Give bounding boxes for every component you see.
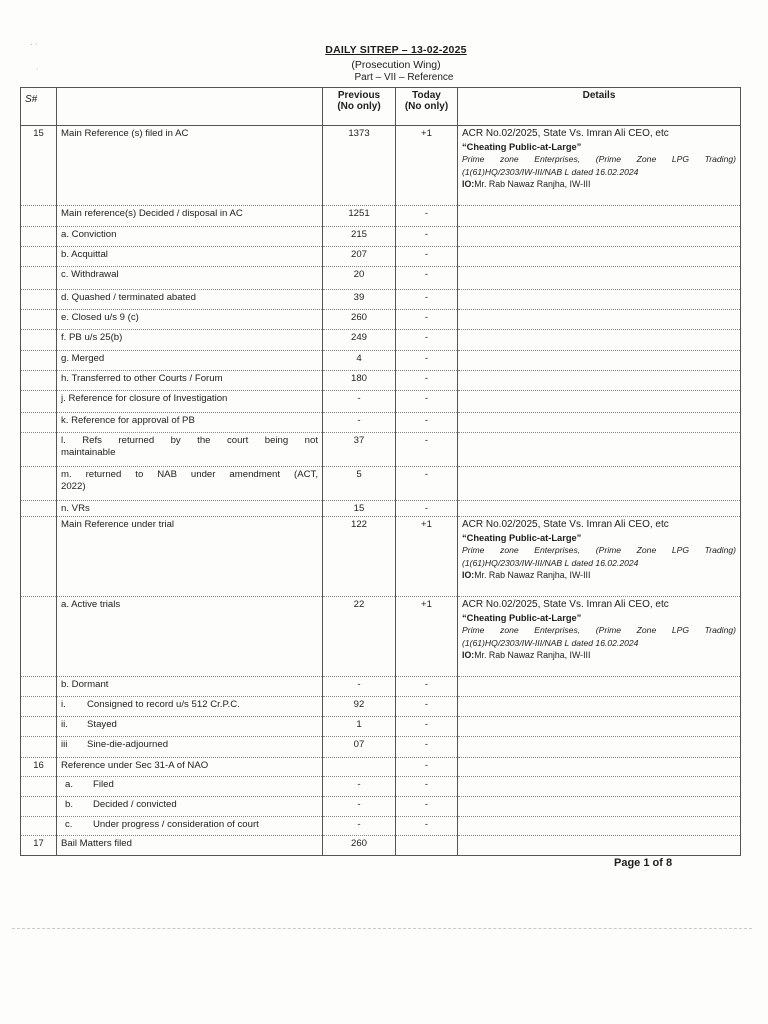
row-label: m. returned to NAB under amendment (ACT, 2022): [57, 467, 323, 501]
today-value: -: [396, 290, 458, 310]
today-value: -: [396, 817, 458, 836]
table-row: [21, 737, 741, 758]
previous-value: -: [323, 413, 396, 433]
row-label: f. PB u/s 25(b): [57, 330, 323, 351]
table-row: [21, 501, 741, 517]
today-value: -: [396, 413, 458, 433]
previous-value: 5: [323, 467, 396, 501]
table-row: [21, 290, 741, 310]
row-label: b. Dormant: [57, 677, 323, 697]
row-label: i. Consigned to record u/s 512 Cr.P.C.: [57, 697, 323, 717]
scan-artifact: · ⋅: [30, 40, 38, 49]
previous-value: 39: [323, 290, 396, 310]
today-value: +1: [396, 517, 458, 597]
today-value: -: [396, 797, 458, 817]
table-row: [21, 391, 741, 413]
table-row: [21, 330, 741, 351]
previous-value: 207: [323, 247, 396, 267]
table-row: [21, 206, 741, 227]
col-header-sn: S#: [21, 88, 57, 126]
table-row: [21, 247, 741, 267]
table-row: [21, 597, 741, 677]
today-value: -: [396, 777, 458, 797]
today-value: -: [396, 371, 458, 391]
row-label: k. Reference for approval of PB: [57, 413, 323, 433]
row-label: n. VRs: [57, 501, 323, 517]
acr-details: ACR No.02/2025, State Vs. Imran Ali CEO, etc “Cheating Public-at-Large” Prime zone Enterprises, (Prime Zone LPG Trading) (1(61)HQ/2303/IW-III/NAB L dated 16.02.2024 IO:Mr. Rab Nawaz Ranjha, IW-III: [458, 597, 741, 677]
table-row: [21, 777, 741, 797]
today-value: +1: [396, 126, 458, 206]
row-label: c. Under progress / consideration of court: [57, 817, 323, 836]
previous-value: -: [323, 797, 396, 817]
today-value: -: [396, 247, 458, 267]
today-value: -: [396, 330, 458, 351]
today-value: -: [396, 433, 458, 467]
previous-value: 1: [323, 717, 396, 737]
table-row: [21, 227, 741, 247]
table-row: 16 Reference under Sec 31-A of NAO -: [21, 758, 741, 777]
table-row: [21, 351, 741, 371]
table-row: [21, 310, 741, 330]
document-subtitle: (Prosecution Wing): [351, 59, 441, 71]
previous-value: 1373: [323, 126, 396, 206]
row-label: e. Closed u/s 9 (c): [57, 310, 323, 330]
table-header-row: [21, 88, 741, 126]
page-number: Page 1 of 8: [614, 857, 673, 869]
row-label: l. Refs returned by the court being not maintainable: [57, 433, 323, 467]
row-label: ii. Stayed: [57, 717, 323, 737]
table-row: [21, 267, 741, 290]
row-label: Reference under Sec 31-A of NAO: [57, 758, 323, 777]
row-label: a. Conviction: [57, 227, 323, 247]
table-row: 17 Bail Matters filed 260: [21, 836, 741, 856]
today-value: -: [396, 737, 458, 758]
scan-artifact: ⋅: [36, 65, 39, 74]
table-row: [21, 697, 741, 717]
previous-value: 180: [323, 371, 396, 391]
today-value: -: [396, 391, 458, 413]
previous-value: -: [323, 391, 396, 413]
row-label: h. Transferred to other Courts / Forum: [57, 371, 323, 391]
previous-value: -: [323, 777, 396, 797]
table-row: [21, 517, 741, 597]
previous-value: 122: [323, 517, 396, 597]
col-header-today: Today (No only): [396, 88, 458, 126]
previous-value: 92: [323, 697, 396, 717]
today-value: -: [396, 501, 458, 517]
previous-value: 07: [323, 737, 396, 758]
today-value: -: [396, 697, 458, 717]
col-header-previous: Previous (No only): [323, 88, 396, 126]
acr-details: ACR No.02/2025, State Vs. Imran Ali CEO, etc “Cheating Public-at-Large” Prime zone Enterprises, (Prime Zone LPG Trading) (1(61)HQ/2303/IW-III/NAB L dated 16.02.2024 IO:Mr. Rab Nawaz Ranjha, IW-III: [458, 517, 741, 597]
previous-value: 37: [323, 433, 396, 467]
today-value: -: [396, 717, 458, 737]
table-row: [21, 817, 741, 836]
table-row: [21, 467, 741, 501]
row-label: b. Acquittal: [57, 247, 323, 267]
row-label: a. Filed: [57, 777, 323, 797]
previous-value: 1251: [323, 206, 396, 227]
row-label: a. Active trials: [57, 597, 323, 677]
today-value: -: [396, 758, 458, 777]
previous-value: 20: [323, 267, 396, 290]
previous-value: 249: [323, 330, 396, 351]
row-label: Main Reference (s) filed in AC: [57, 126, 323, 206]
today-value: -: [396, 351, 458, 371]
sitrep-table: [20, 87, 741, 856]
previous-value: 260: [323, 836, 396, 856]
table-row: [21, 677, 741, 697]
table-row: [21, 717, 741, 737]
row-label: Bail Matters filed: [57, 836, 323, 856]
previous-value: -: [323, 677, 396, 697]
acr-details: ACR No.02/2025, State Vs. Imran Ali CEO, etc “Cheating Public-at-Large” Prime zone Enterprises, (Prime Zone LPG Trading) (1(61)HQ/2303/IW-III/NAB L dated 16.02.2024 IO:Mr. Rab Nawaz Ranjha, IW-III: [458, 126, 741, 206]
today-value: -: [396, 206, 458, 227]
today-value: [396, 836, 458, 856]
table-row: 15 Main Reference (s) filed in AC 1373 +1 ACR No.02/2025, State Vs. Imran Ali CEO, etc “Cheating Public-at-Large” Prime zone Enterprises, (Prime Zone LPG Trading) (1(61)HQ/2303/IW-III/NAB L dated 16.02.2024 IO:Mr. Rab Nawaz Ranjha, IW-III: [21, 126, 741, 206]
col-header-description: [57, 88, 323, 126]
document-part: Part – VII – Reference: [354, 72, 454, 83]
previous-value: 215: [323, 227, 396, 247]
table-row: [21, 413, 741, 433]
document-title: DAILY SITREP – 13-02-2025: [325, 44, 467, 56]
row-label: iii Sine-die-adjourned: [57, 737, 323, 758]
table-row: [21, 371, 741, 391]
previous-value: 22: [323, 597, 396, 677]
previous-value: [323, 758, 396, 777]
col-header-details: Details: [458, 88, 741, 126]
row-label: d. Quashed / terminated abated: [57, 290, 323, 310]
row-label: b. Decided / convicted: [57, 797, 323, 817]
today-value: -: [396, 267, 458, 290]
scan-artifact-line: [12, 928, 752, 929]
row-label: j. Reference for closure of Investigation: [57, 391, 323, 413]
row-label: c. Withdrawal: [57, 267, 323, 290]
today-value: -: [396, 677, 458, 697]
today-value: -: [396, 227, 458, 247]
today-value: -: [396, 467, 458, 501]
table-row: [21, 797, 741, 817]
previous-value: 15: [323, 501, 396, 517]
row-label: Main Reference under trial: [57, 517, 323, 597]
row-label: Main reference(s) Decided / disposal in AC: [57, 206, 323, 227]
previous-value: 4: [323, 351, 396, 371]
today-value: +1: [396, 597, 458, 677]
previous-value: -: [323, 817, 396, 836]
row-label: g. Merged: [57, 351, 323, 371]
previous-value: 260: [323, 310, 396, 330]
today-value: -: [396, 310, 458, 330]
table-row: [21, 433, 741, 467]
